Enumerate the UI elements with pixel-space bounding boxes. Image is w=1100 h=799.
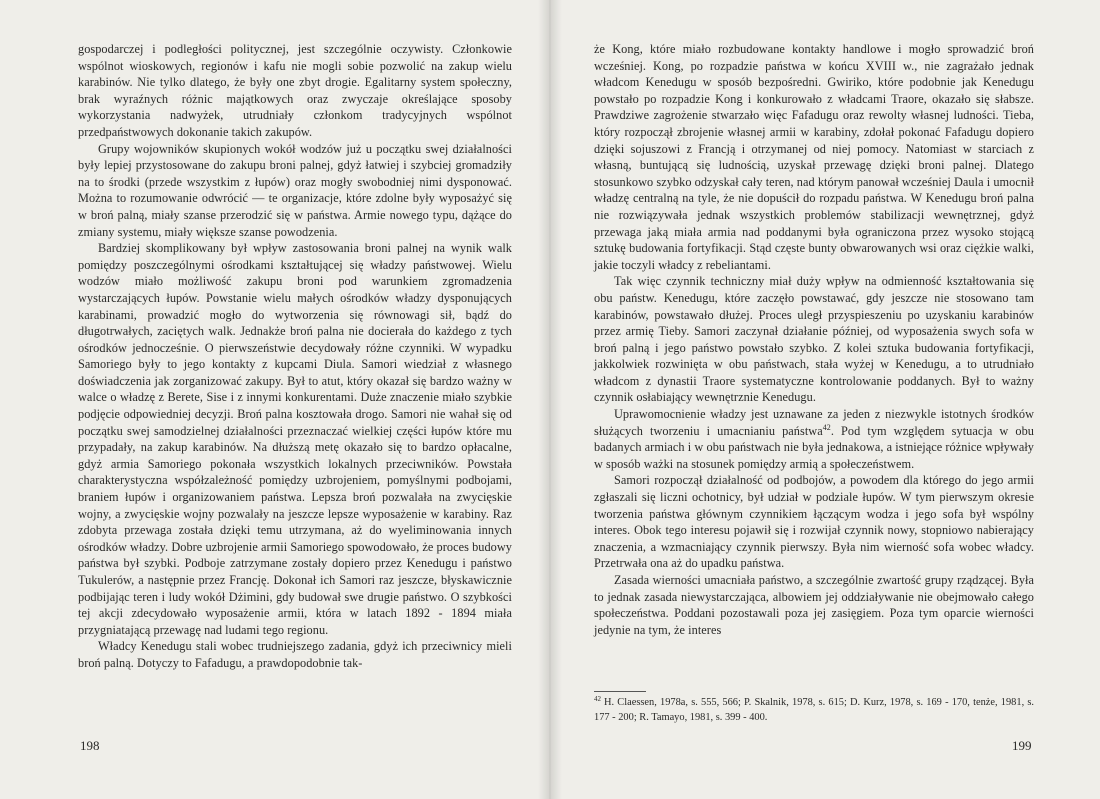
footnote-reference: 42 bbox=[822, 422, 831, 432]
left-paragraph-2: Grupy wojowników skupionych wokół wodzów już u początku swej działalności były lepiej przystosowane do zakupu broni palnej, gdyż łatwiej i szybciej gromadziły na to środki (przede wszystkim z łupów) oraz mogły swobodniej nimi dysponować. Można to rozumowanie odwrócić — te organizacje, które zdolne były wyposażyć się w broń palną, miały szanse przerodzić się w państwa. Armie nowego typu, dążące do zmiany systemu, miały większe szanse powodzenia. bbox=[78, 141, 512, 239]
footnote-divider bbox=[594, 691, 646, 692]
footnote-number: 42 bbox=[594, 694, 601, 703]
left-paragraph-4: Władcy Kenedugu stali wobec trudniejszego zadania, gdyż ich przeciwnicy mieli broń palną. Dotyczy to Fafadugu, a prawdopodobnie tak- bbox=[78, 639, 512, 670]
left-page-body bbox=[78, 41, 512, 672]
right-paragraph-4: Samori rozpoczął działalność od podbojów, a powodem dla którego do jego armii zgłaszali się liczni ochotnicy, był udział w podziale łupów. W tym pierwszym okresie tworzenia państwa głównym czynnikiem łączącym wodza i jego sofa był wspólny interes. Obok tego interesu pojawił się i rozwijał czynnik nowy, stopniowo nabierający znaczenia, a wzmacniający czynnik pierwszy. Była nim wierność sofa wobec władcy. Przetrwała ona aż do upadku państwa. bbox=[594, 473, 1034, 571]
page-number-right: 199 bbox=[1012, 738, 1032, 753]
right-paragraph-3-start: Uprawomocnienie władzy jest uznawane za jeden z niezwykle istotnych środków służących tworzeniu i umacnianiu państwa bbox=[594, 407, 1034, 438]
right-paragraph-2: Tak więc czynnik techniczny miał duży wpływ na odmienność kształtowania się obu państw. Kenedugu, które zaczęło powstawać, gdy jeszcze nie stosowano tam karabinów, powstawało dłużej. Proces uległ przyspieszeniu po uzyskaniu karabinów przez armię Tieby. Samori zaczynał działanie później, od wyposażenia swych sofa w broń palną i jego państwo powstało szybko. Z kolei sztuka budowania fortyfikacji, jakkolwiek rozwinięta w obu państwach, stała wyżej w Kenedugu, a to utrudniało władcom z dynastii Traore systematyczne kontrolowanie poddanych. Był to ważny czynnik osłabiający wewnętrznie Kenedugu. bbox=[594, 274, 1034, 405]
right-paragraph-3-end: . Pod tym względem sytuacja w obu badanych armiach i w obu państwach nie była jednakowa, a istniejące różnice wpływały w sposób ważki na stosunek pomiędzy armią a społeczeństwem. bbox=[594, 423, 1034, 471]
left-paragraph-3: Bardziej skomplikowany był wpływ zastosowania broni palnej na wynik walk pomiędzy poszczególnymi ośrodkami kształtującej się władzy państwowej. Wielu wodzów miało możliwość zakupu broni pod warunkiem zgromadzenia wystarczających łupów. Powstanie wielu małych ośrodków władzy dysponujących karabinami, prowadzić mogło do wytworzenia się równowagi sił, bądź do długotrwałych, zaciętych walk. Jednakże broń palna nie docierała do każdego z tych ośrodków jednocześnie. O pierwszeństwie decydowały różne czynniki. W wypadku Samoriego były to jego kontakty z kupcami Diula. Samori wiedział z własnego doświadczenia jak zorganizować zakupy. Był to atut, który okazał się bardzo ważny w walce o władzę z Berete, Sise i z innymi konkurentami. Duże znaczenie miało szybkie podjęcie odpowiedniej decyzji. Broń palna kosztowała drogo. Samori nie wahał się od początku swej samodzielnej działalności przeznaczać wielkiej części łupów które mu przypadały, na zakup karabinów. Na dłuższą metę okazało się to bardzo opłacalne, gdyż armia Samoriego pokonała wszystkich lokalnych przeciwników. Powstała charakterystyczna współzależność pomiędzy uzbrojeniem, pomyślnymi podbojami, braniem łupów i organizowaniem państwa. Lepsza broń pozwalała na zwycięskie wojny, a zwycięskie wojny pozwalały na jeszcze lepsze wyposażenie w karabiny. Raz zdobyta przewaga została dzięki temu utrzymana, aż do wyeliminowania innych ośrodków władzy. Dobre uzbrojenie armii Samoriego spowodowało, że proces budowy państwa był szybki. Podboje zatrzymane zostały dopiero przez Kenedugu i państwo Tukulerów, a następnie przez Francję. Dokonał ich Samori raz jeszcze, błyskawicznie podbijając teren i ludy wokół Dżimini, gdy budował swe drugie państwo. O szybkości tej akcji zdecydowało wyposażenie armii, która w latach 1892 - 1894 miała przygniatającą przewagę nad ludami tego regionu. bbox=[78, 241, 512, 637]
right-paragraph-5: Zasada wierności umacniała państwo, a szczególnie zwartość grupy rządzącej. Była to jednak zasada niewystarczająca, albowiem jej oddziaływanie nie obejmowało całego społeczeństwa. Poddani pozostawali poza jej zasięgiem. Poza tym oparcie wierności jedynie na tym, że interes bbox=[594, 573, 1034, 637]
footnote bbox=[594, 696, 1034, 725]
book-gutter bbox=[538, 0, 562, 799]
right-paragraph-3 bbox=[594, 406, 1034, 472]
right-paragraph-1: że Kong, które miało rozbudowane kontakty handlowe i mogło sprowadzić broń wcześniej. Kong, po rozpadzie państwa w końcu XVIII w., nie zagrażało jednak władcom Kenedugu w sposób bezpośredni. Gwiriko, które podobnie jak Kenedugu powstało po rozpadzie Kong i konkurowało z władcami Traore, okazało się słabsze. Prawdziwe zagrożenie stwarzało więc Fafadugu oraz rewolty własnej ludności. Tieba, który rozpoczął zbrojenie własnej armii w karabiny, zdołał pokonać Fafadugu dopiero dzięki sojuszowi z Francją i otrzymanej od niej pomocy. Natomiast w starciach z własną, buntującą się ludnością, uzyskał przewagę dzięki broni palnej. Dlatego stosunkowo szybko odzyskał cały teren, nad którym panował wcześniej Daula i umocnił władzę centralną na tyle, że nie dopuścił do rozpadu państwa. W Kenedugu broń palna nie rozwiązywała jednak wszystkich problemów stabilizacji wewnętrznej, gdyż przewaga jaką miała armia nad poddanymi była ograniczona przez wysoko stojącą sztukę budowania fortyfikacji. Stąd częste bunty obwarowanych wsi oraz ciężkie walki, jakie toczyli władcy z rebeliantami. bbox=[594, 42, 1034, 272]
right-page-body bbox=[594, 41, 1034, 638]
footnote-text: H. Claessen, 1978a, s. 555, 566; P. Skalnik, 1978, s. 615; D. Kurz, 1978, s. 169 - 170, tenże, 1981, s. 177 - 200; R. Tamayo, 1981, s. 399 - 400. bbox=[594, 697, 1034, 723]
left-paragraph-1: gospodarczej i podległości politycznej, jest szczególnie oczywisty. Członkowie wspólnot wioskowych, regionów i kafu nie mogli sobie pozwolić na zakup wielu karabinów. Nie tylko dlatego, że były one zbyt drogie. Egalitarny system społeczny, brak wyraźnych różnic majątkowych oraz zwyczaje określające sposoby wykorzystania nadwyżek, utrudniały członkom tradycyjnych wspólnot przedpaństwowych dokonanie takich zakupów. bbox=[78, 42, 512, 139]
page-number-left: 198 bbox=[80, 738, 100, 753]
